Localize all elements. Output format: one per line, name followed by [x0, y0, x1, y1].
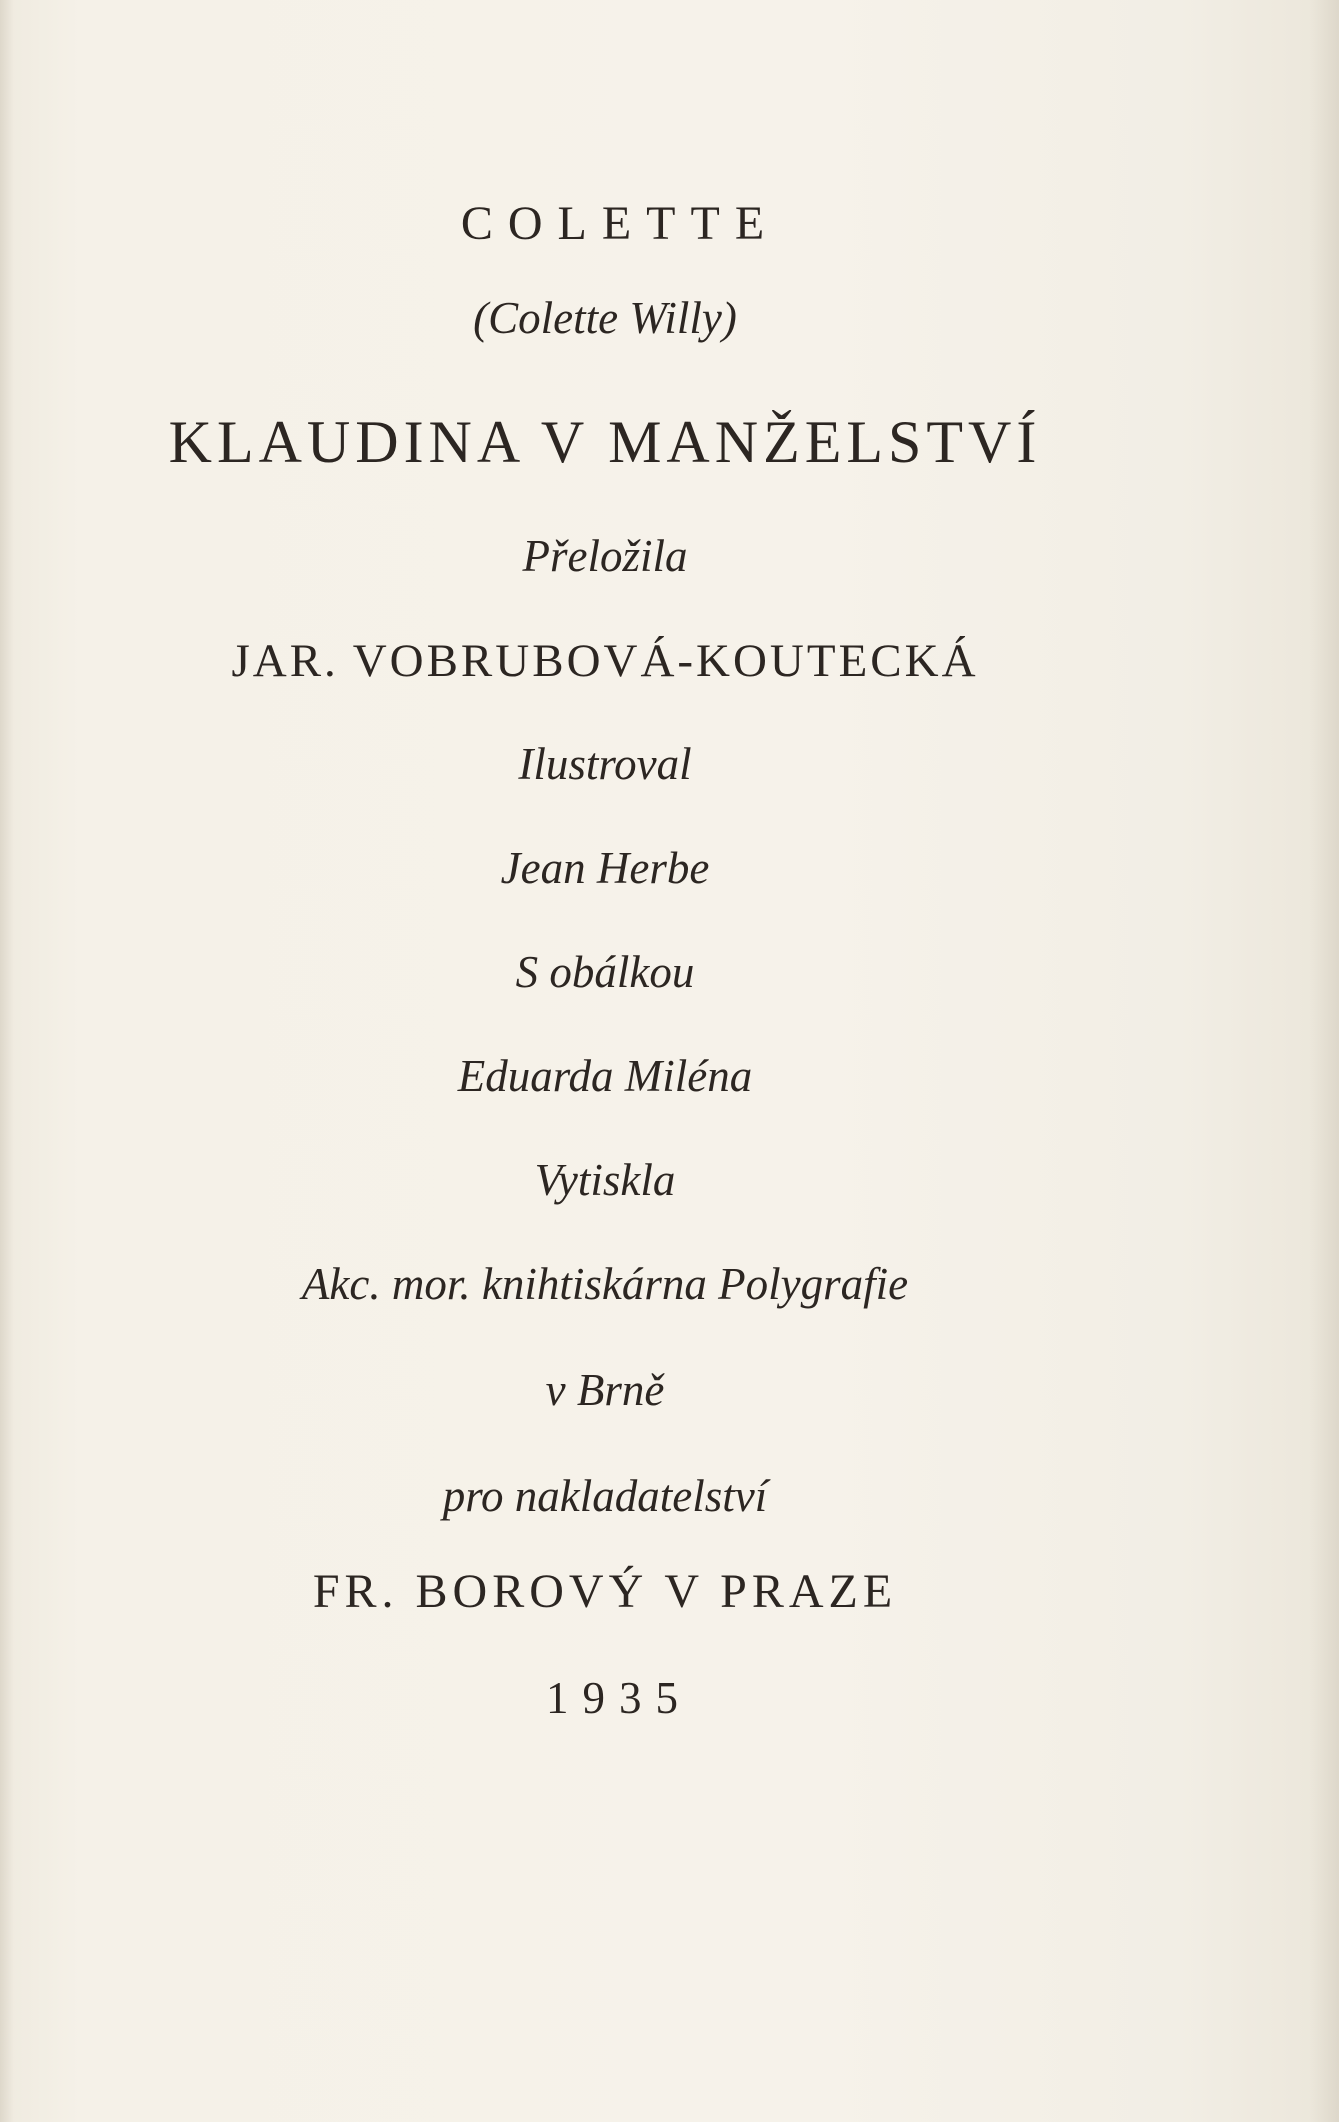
translator-label: Přeložila — [522, 531, 688, 581]
printer-name: Akc. mor. knihtiskárna Polygrafie — [301, 1259, 909, 1309]
publisher-name: FR. BOROVÝ V PRAZE — [312, 1565, 898, 1618]
illustrator-name: Jean Herbe — [500, 843, 710, 893]
book-title: KLAUDINA V MANŽELSTVÍ — [168, 409, 1042, 475]
cover-label: S obálkou — [515, 947, 695, 997]
publisher-label: pro nakladatelství — [442, 1471, 768, 1521]
illustrator-label: Ilustroval — [518, 739, 692, 789]
page-edge-shadow-right — [1309, 0, 1339, 2122]
author-name: COLETTE — [460, 197, 780, 250]
cover-artist-name: Eduarda Miléna — [457, 1051, 753, 1101]
translator-name: JAR. VOBRUBOVÁ-KOUTECKÁ — [231, 635, 979, 687]
printer-label: Vytiskla — [534, 1155, 676, 1205]
author-alias: (Colette Willy) — [473, 293, 737, 343]
publication-year: 1935 — [546, 1673, 692, 1723]
printer-city: v Brně — [545, 1365, 665, 1415]
